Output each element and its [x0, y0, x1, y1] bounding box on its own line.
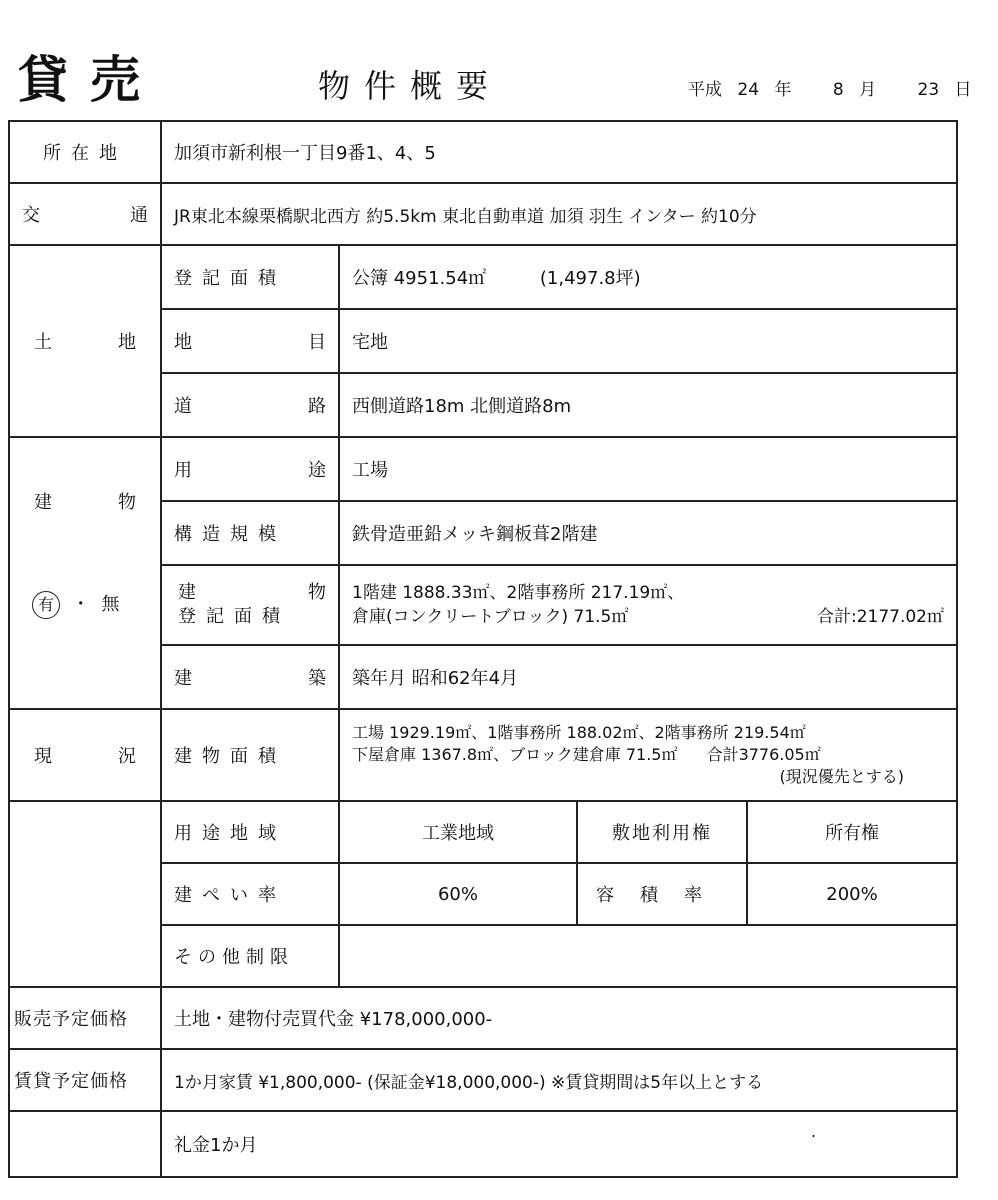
land-road-label: 道 路: [161, 373, 339, 437]
date-day: 23: [917, 80, 940, 100]
stray-dot: .: [810, 1122, 816, 1141]
building-registered-area-label: 建 物 登記面積: [161, 565, 339, 645]
land-right-value: 所有権: [747, 801, 957, 863]
building-use-label: 用 途: [161, 437, 339, 501]
building-structure-value: 鉄骨造亜鉛メッキ鋼板葺2階建: [339, 501, 957, 565]
building-structure-label: 構造規模: [161, 501, 339, 565]
current-floor-area-label: 建物面積: [161, 709, 339, 801]
date-day-unit: 日: [954, 80, 972, 100]
date-month: 8: [832, 80, 844, 100]
listing-type-heading: 貸売: [18, 50, 162, 109]
document-date: [688, 78, 982, 102]
other-restrictions-label: その他制限: [161, 925, 339, 987]
use-district-label: 用途地域: [161, 801, 339, 863]
land-area-official: 公簿 4951.54㎡: [352, 268, 487, 289]
building-exists-separator: ・: [71, 594, 90, 615]
key-money-text: 礼金1か月: [174, 1135, 258, 1156]
building-area-total: 合計:2177.02㎡: [816, 607, 944, 627]
page-title: 物件概要: [318, 67, 503, 105]
row-key-money: [9, 1111, 957, 1177]
land-category-value: 宅地: [339, 309, 957, 373]
building-area-line1: 1階建 1888.33㎡、2階事務所 217.19㎡、: [352, 583, 685, 603]
land-label: 土 地: [9, 245, 161, 437]
transport-value: JR東北本線栗橋駅北西方 約5.5km 東北自動車道 加須 羽生 インター 約10分: [161, 183, 957, 245]
other-restrictions-value: [339, 925, 957, 987]
key-money-value: [161, 1111, 957, 1177]
land-area-tsubo: (1,497.8坪): [539, 268, 641, 289]
building-exists-yes: 有: [32, 591, 60, 619]
building-construction-value: 築年月 昭和62年4月: [339, 645, 957, 709]
row-sale-price: [9, 987, 957, 1049]
land-road-value: 西側道路18m 北側道路8m: [339, 373, 957, 437]
row-transport: [9, 183, 957, 245]
sale-price-value: 土地・建物付売買代金 ¥178,000,000-: [161, 987, 957, 1049]
current-label: 現 況: [9, 709, 161, 801]
rent-price-label: 賃貸予定価格: [9, 1049, 161, 1111]
sale-price-label: 販売予定価格: [9, 987, 161, 1049]
location-label: 所在地: [9, 121, 161, 183]
property-summary-table: [8, 120, 958, 1178]
floor-area-ratio-value: 200%: [747, 863, 957, 925]
row-land-registered-area: [9, 245, 957, 309]
current-area-note: (現況優先とする): [779, 767, 904, 786]
row-current-floor-area: [9, 709, 957, 801]
current-area-total: 合計3776.05㎡: [706, 745, 821, 764]
use-district-value: 工業地域: [339, 801, 577, 863]
land-registered-area-value: [339, 245, 957, 309]
current-area-line2: 下屋倉庫 1367.8㎡、ブロック建倉庫 71.5㎡: [352, 745, 678, 764]
land-registered-area-label: 登記面積: [161, 245, 339, 309]
date-year: 24: [737, 80, 760, 100]
coverage-ratio-label: 建ぺい率: [161, 863, 339, 925]
zoning-group-label: [9, 801, 161, 987]
date-year-unit: 年: [774, 80, 792, 100]
building-label: 建 物 有 ・ 無: [9, 437, 161, 709]
date-month-unit: 月: [859, 80, 877, 100]
date-era: 平成: [688, 80, 722, 100]
row-location: [9, 121, 957, 183]
building-area-line2: 倉庫(コンクリートブロック) 71.5㎡: [352, 607, 629, 627]
building-exists-no: 無: [101, 594, 120, 615]
current-area-line1: 工場 1929.19㎡、1階事務所 188.02㎡、2階事務所 219.54㎡: [352, 723, 806, 742]
building-use-value: 工場: [339, 437, 957, 501]
building-construction-label: 建 築: [161, 645, 339, 709]
row-zoning-use: [9, 801, 957, 863]
land-right-label: 敷地利用権: [577, 801, 747, 863]
coverage-ratio-value: 60%: [339, 863, 577, 925]
rent-price-value: 1か月家賃 ¥1,800,000- (保証金¥18,000,000-) ※賃貸期間は5年以上とする: [161, 1049, 957, 1111]
key-money-label: [9, 1111, 161, 1177]
land-category-label: 地 目: [161, 309, 339, 373]
floor-area-ratio-label: 容積率: [577, 863, 747, 925]
row-building-use: [9, 437, 957, 501]
current-floor-area-value: [339, 709, 957, 801]
location-value: 加須市新利根一丁目9番1、4、5: [161, 121, 957, 183]
row-rent-price: [9, 1049, 957, 1111]
building-registered-area-value: [339, 565, 957, 645]
transport-label: 交 通: [9, 183, 161, 245]
